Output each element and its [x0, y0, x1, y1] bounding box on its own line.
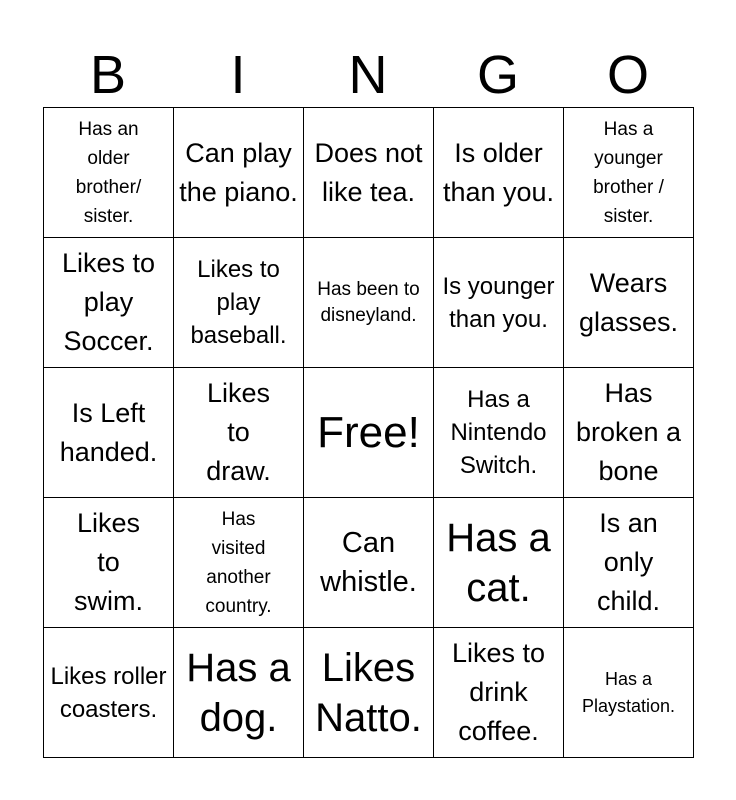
cell-text: Wears glasses.	[578, 267, 679, 337]
header-letter-o: O	[606, 45, 649, 105]
bingo-cell[interactable]	[304, 238, 434, 368]
bingo-cell[interactable]	[44, 238, 174, 368]
cell-text: Has broken a bone	[575, 378, 682, 486]
cell-text: Has a younger brother / sister.	[593, 118, 664, 227]
cell-text: Can play the piano.	[179, 137, 298, 207]
bingo-cell[interactable]	[44, 498, 174, 628]
bingo-cell[interactable]	[44, 628, 174, 758]
cell-text: Has a Nintendo Switch.	[450, 386, 547, 479]
cell-text: Has a Playstation.	[581, 668, 676, 716]
bingo-cell[interactable]	[174, 368, 304, 498]
cell-text: Likes to play Soccer.	[61, 248, 156, 356]
cell-text: Likes to draw.	[206, 378, 271, 486]
bingo-cell[interactable]	[174, 108, 304, 238]
cell-text: Likes Natto.	[315, 645, 422, 740]
bingo-cell[interactable]	[304, 628, 434, 758]
bingo-cell[interactable]	[174, 498, 304, 628]
bingo-cell[interactable]	[44, 108, 174, 238]
bingo-cell[interactable]	[434, 108, 564, 238]
bingo-cell[interactable]	[564, 108, 694, 238]
cell-text: Is Left handed.	[59, 397, 158, 467]
cell-text: Has an older brother/ sister.	[75, 118, 142, 227]
cell-text: Has a dog.	[186, 645, 291, 740]
bingo-cell[interactable]	[174, 238, 304, 368]
bingo-cell[interactable]	[174, 628, 304, 758]
bingo-cell[interactable]	[564, 238, 694, 368]
bingo-grid	[43, 107, 694, 758]
cell-text: Likes roller coasters.	[50, 662, 167, 723]
header-letter-g: G	[476, 45, 519, 105]
cell-text: Is an only child.	[596, 508, 661, 616]
bingo-cell[interactable]	[434, 368, 564, 498]
bingo-cell[interactable]	[564, 628, 694, 758]
cell-text: Does not like tea.	[314, 137, 423, 207]
cell-text: Likes to play baseball.	[190, 256, 287, 349]
cell-text: Is older than you.	[442, 137, 555, 207]
bingo-cell[interactable]	[434, 238, 564, 368]
free-text: Free!	[317, 407, 420, 457]
bingo-cell[interactable]	[304, 498, 434, 628]
free-cell[interactable]	[304, 368, 434, 498]
bingo-cell[interactable]	[434, 628, 564, 758]
cell-text: Has been to disneyland.	[317, 278, 420, 326]
bingo-cell[interactable]	[44, 368, 174, 498]
cell-text: Has a cat.	[446, 515, 551, 610]
header-letter-n: N	[348, 45, 388, 105]
header-letter-i: I	[230, 45, 246, 105]
bingo-cell[interactable]	[304, 108, 434, 238]
cell-text: Can whistle.	[320, 526, 417, 598]
header-letter-b: B	[89, 45, 127, 105]
bingo-cell[interactable]	[564, 368, 694, 498]
cell-text: Is younger than you.	[442, 272, 555, 333]
cell-text: Has visited another country.	[205, 508, 272, 617]
cell-text: Likes to swim.	[74, 508, 143, 616]
bingo-header	[43, 45, 693, 105]
cell-text: Likes to drink coffee.	[451, 638, 546, 746]
bingo-cell[interactable]	[564, 498, 694, 628]
bingo-cell[interactable]	[434, 498, 564, 628]
